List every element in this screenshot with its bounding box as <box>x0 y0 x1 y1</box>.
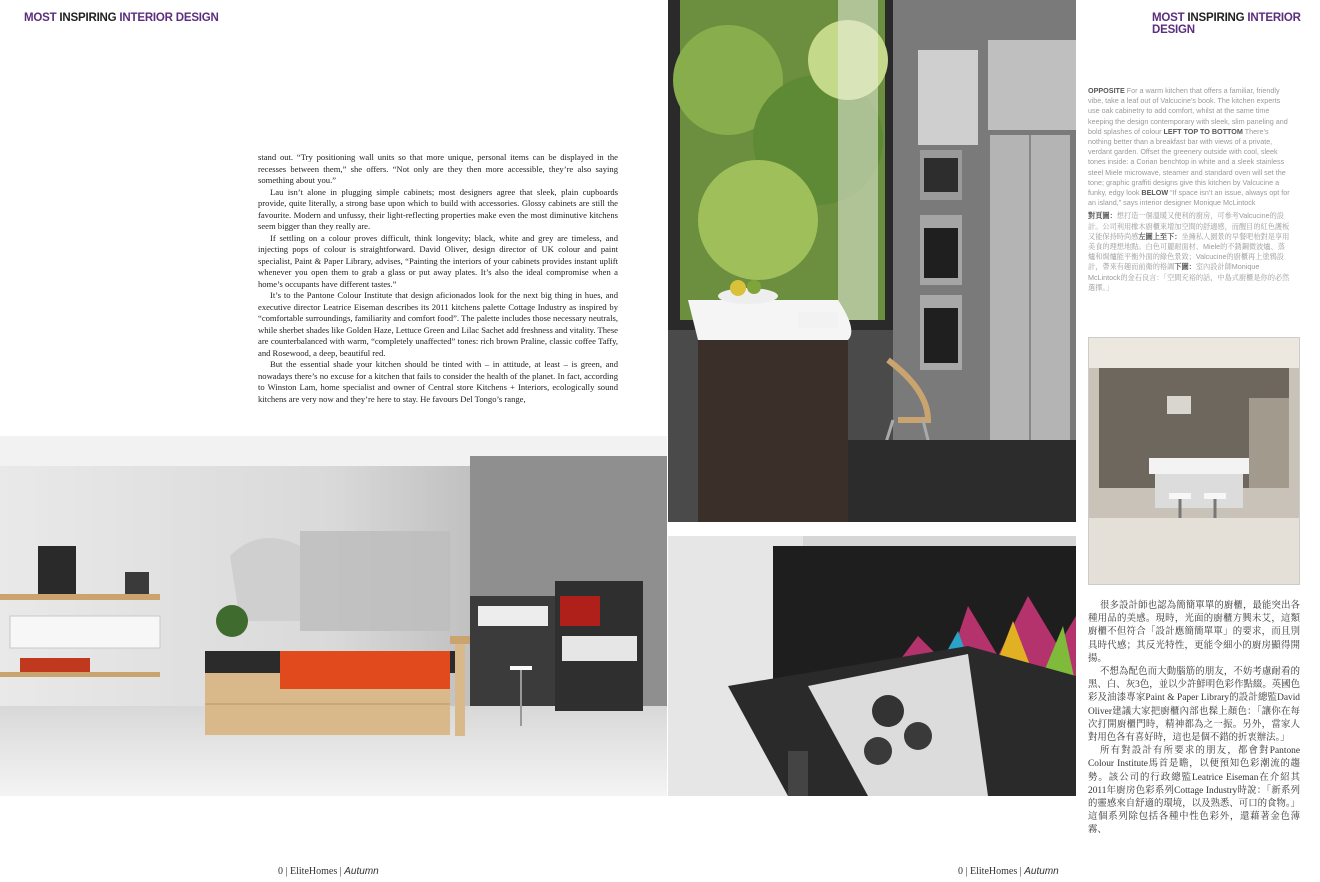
article-zh <box>1088 600 1300 838</box>
caption-zh-label-below: 下圖： <box>1174 262 1196 272</box>
magazine-brand <box>290 866 337 877</box>
caption-text-opposite: For a warm kitchen that offers a familiar, friendly vibe, take a leaf out of Valcucine’s book. The kitchen experts use oak cabinetry to add comfort, whilst at the same time keeping the design contemporary with sleek, slim paneling and bold splashes of colour <box>1088 86 1288 136</box>
issue-season: Autumn <box>1024 866 1059 877</box>
footer-left: 0 | EliteHomes | Autumn <box>278 866 379 877</box>
header-word-most: MOST <box>1152 12 1185 24</box>
caption-text-below: “If space isn’t an issue, always opt for an island,” says interior designer Monique McLintock <box>1088 188 1290 208</box>
article-paragraph: But the essential shade your kitchen should be tinted with – in attitude, at least – is green, and nowadays there’s no excuse for a kitchen that fails to consider the health of the planet. In fact, according to Winston Lam, home specialist and owner of Central store Kitchens + Interiors, ecologically sound kitchens are very now and they’re here to stay. He favours Del Tongo’s range, <box>258 359 618 404</box>
photo-caption <box>1088 86 1292 296</box>
brand-homes: Homes <box>308 866 338 877</box>
brand-homes: Homes <box>988 866 1018 877</box>
caption-zh <box>1088 211 1292 293</box>
header-word-inspiring: INSPIRING <box>59 12 117 24</box>
header-left <box>24 12 219 24</box>
header-word-interior-design: INTERIOR DESIGN <box>119 12 219 24</box>
kitchen-photo-island <box>1088 337 1300 585</box>
caption-text-left-top-to-bottom: There’s nothing better than a breakfast bar with views of a private, verdant garden. Offset the greenery outside with cool, sleek tones inside: a Corian benchtop in white and a sleek stainless steel Miele microwave, steamer and standard oven will set the tone; graphic graffiti designs give this kitchen by Valcucine a funky, edgy look <box>1088 126 1286 198</box>
article-zh-paragraph: 所有對設計有所要求的朋友，都會對Pantone Colour Institute馬首是瞻，以便預知色彩潮流的趨勢。該公司的行政總監Leatrice Eiseman在介紹其2011年廚房色彩系列Cottage Industry時說：「新系列的靈感來自舒適的環境，以及熟悉、可口的食物。」這個系列除包括各種中性色彩外，還藉著金色薄霧、 <box>1088 746 1300 836</box>
article-en <box>258 152 618 405</box>
header-word-interior-design: INTERIOR DESIGN <box>1152 12 1301 36</box>
page-number: 0 <box>278 866 283 877</box>
magazine-brand <box>970 866 1017 877</box>
footer-right: 0 | EliteHomes | Autumn <box>958 866 1059 877</box>
header-right <box>1152 12 1320 36</box>
caption-zh-label-left-top-to-bottom: 左圖上至下： <box>1138 231 1182 241</box>
article-zh-paragraph: 不想為配色而大動腦筋的朋友，不妨考慮耐看的黑、白、灰3色，並以少許鮮明色彩作點綴。英國色彩及油漆專家Paint & Paper Library的設計總監David Oliver建議大家把廚櫃內部也髹上顏色：「讓你在每次打開廚櫃門時，精神都為之一振。另外，當家人對用色各有喜好時，這也是個不錯的折衷辦法。」 <box>1088 667 1300 744</box>
header-word-inspiring: INSPIRING <box>1187 12 1245 24</box>
caption-label-below: BELOW <box>1141 188 1169 198</box>
brand-elite: Elite <box>290 866 309 877</box>
caption-zh-text-below: 室內設計師Monique McLintock的金石良言：「空間充裕的話，中島式廚櫃是你的必然選擇。」 <box>1088 262 1290 292</box>
article-paragraph: stand out. “Try positioning wall units so that more unique, personal items can be displayed in the recesses between them,” she offers. “Not only are they then more accessible, they’re also saying something about you.” <box>258 152 618 185</box>
caption-zh-label-opposite: 對頁圖： <box>1088 211 1117 221</box>
article-paragraph: It’s to the Pantone Colour Institute that design aficionados look for the next big thing in hues, and executive director Leatrice Eiseman describes its 2011 kitchens palette Cottage Industry as inspired by “comfortable surroundings, familiarity and comfort food”. The palette includes those necessary neutrals, while sherbet shades like Golden Haze, Lettuce Green and Lilac Sachet add freshness and vitality. These are counterbalanced with warm, “completely unaffected” tones: rich brown Praline, classic coffee Taffy, and Rosewood, a deep, beautiful red. <box>258 290 618 358</box>
article-paragraph: Lau isn’t alone in plugging simple cabinets; most designers agree that sleek, plain cupboards provide, quite literally, a strong base upon which to build with accessories. Glossy cabinets are still the favourite. Modern and unfussy, their light-reflecting properties make even the most diminutive kitchens seem bigger than they really are. <box>258 186 618 231</box>
caption-zh-text-left-top-to-bottom: 坐擁私人園景的早餐吧枱對是享用美食的理想地點。白色可麗耐面材、Miele的不銹鋼微波爐、蒸爐和焗爐能平衡外面的綠色景致；Valcucine的廚櫃再上塗鴉設計，帶來有趣而前衛的格調 <box>1088 231 1290 272</box>
kitchen-photo-large <box>0 436 667 796</box>
caption-label-opposite: OPPOSITE <box>1088 86 1125 95</box>
kitchen-photo-graffiti <box>668 536 1076 796</box>
brand-elite: Elite <box>970 866 989 877</box>
header-word-most: MOST <box>24 12 57 24</box>
caption-en <box>1088 86 1292 208</box>
article-paragraph: If settling on a colour proves difficult, think longevity; black, white and grey are timeless, and injecting pops of colour is straightforward. David Oliver, design director of UK colour and paint specialist, Paint & Paper Library, advises, “Painting the interiors of your cabinets provides instant uplift whenever you open them to grab a glass or put away plates. It’s also the ideal compromise when a home’s occupants have different tastes.” <box>258 232 618 289</box>
caption-zh-text-opposite: 想打造一個溫暖又便利的廚房，可參考Valcucine的設計。公司利用橡木廚櫃來增加空間的舒適感，而醒目的紅色護板又能保持時尚感 <box>1088 211 1290 241</box>
kitchen-photo-breakfast-bar <box>668 0 1076 522</box>
article-zh-paragraph: 很多設計師也認為簡簡單單的廚櫃，最能突出各種用品的美感。現時，光面的廚櫃方興未艾，這類廚櫃不但符合「設計應簡簡單單」的要求，而且別具時代感；其反光特性，更能令細小的廚房顯得開揚。 <box>1088 601 1300 664</box>
page-number: 0 <box>958 866 963 877</box>
caption-label-left-top-to-bottom: LEFT TOP TO BOTTOM <box>1163 126 1243 136</box>
issue-season: Autumn <box>344 866 379 877</box>
